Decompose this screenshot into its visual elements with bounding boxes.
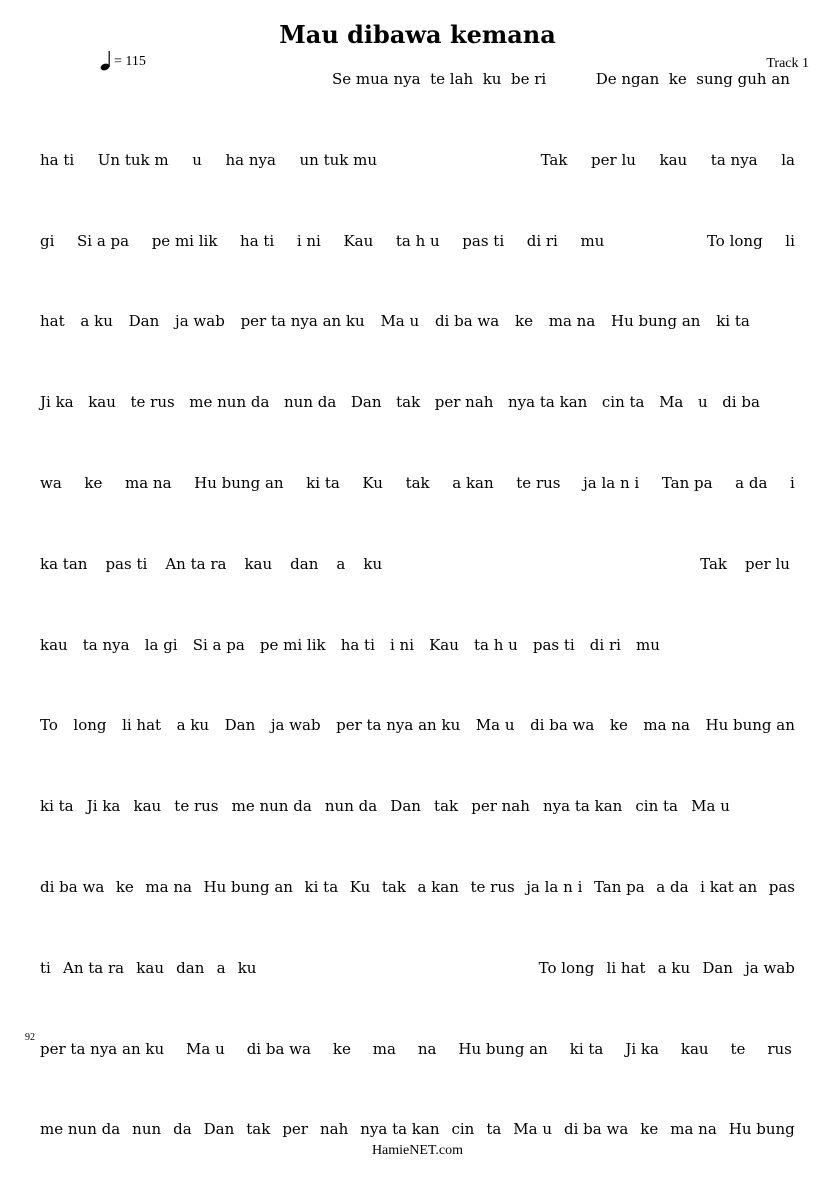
lyric-word: pas ti <box>532 636 575 654</box>
lyric-word: i ni <box>389 636 414 654</box>
lyric-word: di ba wa <box>564 1120 629 1138</box>
lyric-word: nya ta kan <box>508 393 588 411</box>
lyric-word: ke <box>514 312 533 330</box>
lyric-word: ha ti <box>240 232 275 250</box>
lyric-word: Un tuk m <box>97 151 169 169</box>
lyric-word: di ri <box>589 636 621 654</box>
lyric-word: Ku <box>362 474 383 492</box>
lyric-word: ka tan <box>40 555 88 573</box>
lyric-word: cin ta <box>601 393 645 411</box>
lyric-word: ke <box>609 716 628 734</box>
lyric-line-12 <box>40 959 795 981</box>
lyric-word: ki ta <box>306 474 340 492</box>
lyric-word: kau <box>680 1040 709 1058</box>
lyric-word: ki ta <box>716 312 750 330</box>
lyric-word: ke <box>332 1040 351 1058</box>
lyric-word: dan <box>290 555 319 573</box>
lyric-word: tak <box>434 797 459 815</box>
lyric-word: dan <box>176 959 205 977</box>
lyric-word: ku <box>363 555 383 573</box>
lyric-word: kau <box>659 151 688 169</box>
lyric-word: kau <box>133 797 162 815</box>
lyric-word: rus <box>767 1040 792 1058</box>
lyric-word: na <box>417 1040 437 1058</box>
lyric-word: ha nya <box>225 151 276 169</box>
lyric-word: nun <box>132 1120 162 1138</box>
lyric-word: long <box>73 716 107 734</box>
lyric-word: To <box>40 716 58 734</box>
lyric-word: ma na <box>124 474 172 492</box>
lyric-word: ta h u <box>473 636 518 654</box>
lyric-word: te rus <box>470 878 515 896</box>
lyric-word: un tuk mu <box>299 151 378 169</box>
lyric-word: te rus <box>130 393 175 411</box>
lyric-word: u <box>697 393 708 411</box>
lyric-word: Si a pa <box>77 232 130 250</box>
lyric-word: ku <box>237 959 257 977</box>
lyric-word: per lu <box>745 555 790 573</box>
lyric-word: ki ta <box>40 797 74 815</box>
lyric-word: Hu bung an <box>194 474 284 492</box>
lyric-word: te <box>730 1040 746 1058</box>
lyric-word: a da <box>735 474 768 492</box>
lyric-word: Ma u <box>513 1120 553 1138</box>
lyric-word: ke <box>668 70 687 88</box>
lyric-word: An ta ra <box>165 555 227 573</box>
lyric-word: li hat <box>122 716 162 734</box>
lyric-word: me nun da <box>189 393 270 411</box>
lyric-word: per nah <box>471 797 530 815</box>
lyric-word: me nun da <box>40 1120 121 1138</box>
lyric-word: Se mua nya <box>332 70 421 88</box>
lyric-word: Ma u <box>186 1040 225 1058</box>
lyric-word: nya ta kan <box>543 797 623 815</box>
lyric-word: ta h u <box>395 232 440 250</box>
lyric-word: kau <box>88 393 116 411</box>
lyric-word: a ku <box>176 716 210 734</box>
lyric-word: ha ti <box>40 151 75 169</box>
lyric-line-1 <box>332 70 790 92</box>
lyric-word: Hu bung an <box>458 1040 548 1058</box>
lyric-word: a ku <box>80 312 113 330</box>
lyric-word: kau <box>244 555 273 573</box>
lyric-word: ke <box>115 878 134 896</box>
lyric-word: ti <box>40 959 51 977</box>
lyric-word: per <box>282 1120 308 1138</box>
lyric-word: Ku <box>349 878 371 896</box>
lyric-word: pe mi lik <box>151 232 218 250</box>
lyric-line-8 <box>40 636 660 658</box>
measure-number: 92 <box>25 1032 35 1043</box>
lyric-word: cin <box>451 1120 475 1138</box>
lyric-word: wa <box>40 474 62 492</box>
lyric-word: ja wab <box>175 312 225 330</box>
lyric-word: di ba wa <box>530 716 595 734</box>
lyric-word: a <box>216 959 226 977</box>
footer-site: HamieNET.com <box>371 1143 464 1158</box>
lyric-word: To long <box>706 232 763 250</box>
lyric-word: i kat an <box>700 878 758 896</box>
lyric-word: Dan <box>203 1120 235 1138</box>
lyric-word: a kan <box>417 878 459 896</box>
lyric-word: Hu bung <box>728 1120 795 1138</box>
lyric-word: Ji ka <box>625 1040 659 1058</box>
lyric-word: gi <box>40 232 55 250</box>
lyric-word: ja la n i <box>526 878 583 896</box>
lyric-word: nya ta kan <box>360 1120 440 1138</box>
lyric-word: di ba wa <box>434 312 500 330</box>
lyric-word: per ta nya an ku <box>40 1040 165 1058</box>
lyric-word: ke <box>640 1120 659 1138</box>
lyric-word: Ji ka <box>40 393 74 411</box>
lyric-word: ki ta <box>304 878 339 896</box>
lyric-line-7 <box>40 555 790 577</box>
lyric-word: per nah <box>434 393 494 411</box>
lyric-word: pe mi lik <box>259 636 326 654</box>
tempo-value: = 115 <box>114 54 146 69</box>
lyric-word: pas ti <box>462 232 505 250</box>
lyric-word: di ri <box>526 232 558 250</box>
lyric-word: la gi <box>144 636 178 654</box>
lyric-word: per ta nya an ku <box>336 716 461 734</box>
lyric-word: a kan <box>452 474 494 492</box>
lyric-word: ma na <box>145 878 192 896</box>
lyric-word: nun da <box>324 797 378 815</box>
lyric-word: Ma u <box>380 312 420 330</box>
lyric-word: pas ti <box>105 555 148 573</box>
lyric-word: mu <box>636 636 660 654</box>
lyric-word: tak <box>246 1120 271 1138</box>
lyric-word: Dan <box>702 959 733 977</box>
quarter-note-icon <box>100 50 112 72</box>
lyric-word: ta nya <box>82 636 130 654</box>
lyric-word: Tan pa <box>593 878 645 896</box>
lyric-word: ku <box>482 70 502 88</box>
lyric-word: pas <box>768 878 795 896</box>
lyric-word: An ta ra <box>63 959 125 977</box>
lyric-word: ja la n i <box>583 474 640 492</box>
lyric-word: ma <box>372 1040 396 1058</box>
lyric-word: Tan pa <box>661 474 713 492</box>
lyric-word: i ni <box>296 232 321 250</box>
lyric-word: ke <box>84 474 103 492</box>
lyric-word: cin ta <box>635 797 679 815</box>
lyric-word: ma na <box>643 716 690 734</box>
lyric-word: ma na <box>670 1120 717 1138</box>
lyric-word: nah <box>319 1120 349 1138</box>
lyric-word: mu <box>580 232 605 250</box>
lyric-word: kau <box>136 959 164 977</box>
lyric-word: tak <box>381 878 406 896</box>
lyric-word: u <box>192 151 202 169</box>
lyric-word: Kau <box>343 232 374 250</box>
lyric-line-4 <box>40 312 750 334</box>
lyric-line-5 <box>40 393 760 415</box>
lyric-word: Si a pa <box>192 636 245 654</box>
lyric-line-9 <box>40 716 795 738</box>
lyric-word: hat <box>40 312 65 330</box>
lyric-word: Kau <box>429 636 459 654</box>
lyric-word: Tak <box>540 151 568 169</box>
lyric-word: ja wab <box>270 716 321 734</box>
lyric-word: di ba wa <box>40 878 105 896</box>
lyric-word: per lu <box>591 151 636 169</box>
lyric-word: li hat <box>606 959 646 977</box>
lyric-word: ha ti <box>340 636 375 654</box>
lyric-word: a da <box>656 878 689 896</box>
lyric-line-2 <box>40 151 795 173</box>
lyric-line-6 <box>40 474 795 496</box>
lyric-word: ja wab <box>745 959 795 977</box>
lyric-word: ta <box>486 1120 502 1138</box>
lyric-word: di ba wa <box>246 1040 311 1058</box>
track-label: Track 1 <box>766 56 809 71</box>
lyric-word: a ku <box>657 959 691 977</box>
lyric-line-10 <box>40 797 730 819</box>
lyric-word: To long <box>538 959 595 977</box>
lyric-word: Ma <box>659 393 684 411</box>
lyric-line-14 <box>40 1120 795 1142</box>
lyric-word: Tak <box>700 555 728 573</box>
lyric-word: be ri <box>510 70 547 88</box>
lyric-word: da <box>173 1120 192 1138</box>
lyric-word: la <box>781 151 795 169</box>
lyric-word: a <box>336 555 346 573</box>
lyric-word: te rus <box>174 797 219 815</box>
lyric-word: li <box>785 232 795 250</box>
lyric-word: kau <box>40 636 68 654</box>
lyric-word: i <box>790 474 795 492</box>
lyric-word: Hu bung an <box>705 716 795 734</box>
lyric-word: te lah <box>430 70 474 88</box>
lyric-word: Dan <box>128 312 160 330</box>
lyric-word: di ba <box>722 393 760 411</box>
lyric-word: per ta nya an ku <box>240 312 365 330</box>
song-title: Mau dibawa kemana <box>279 20 556 49</box>
lyric-word: De ngan <box>595 70 660 88</box>
lyric-word: Ma u <box>475 716 515 734</box>
lyric-word: Ji ka <box>86 797 121 815</box>
lyric-word: me nun da <box>231 797 312 815</box>
lyric-word: ta nya <box>710 151 758 169</box>
lyric-word: nun da <box>284 393 337 411</box>
lyric-word: Ma u <box>691 797 730 815</box>
lyric-word: Dan <box>224 716 256 734</box>
lyric-word: ma na <box>548 312 596 330</box>
lyric-line-3 <box>40 232 795 254</box>
lyric-word: Dan <box>350 393 382 411</box>
lyric-line-13 <box>40 1040 792 1062</box>
lyric-word: Hu bung an <box>611 312 701 330</box>
lyric-word: Dan <box>390 797 421 815</box>
lyric-word: tak <box>405 474 430 492</box>
lyric-line-11 <box>40 878 795 900</box>
lyric-word: ki ta <box>569 1040 604 1058</box>
lyric-word: Hu bung an <box>203 878 293 896</box>
lyric-word: sung guh an <box>696 70 790 88</box>
lyric-word: te rus <box>516 474 561 492</box>
lyric-word: tak <box>396 393 421 411</box>
